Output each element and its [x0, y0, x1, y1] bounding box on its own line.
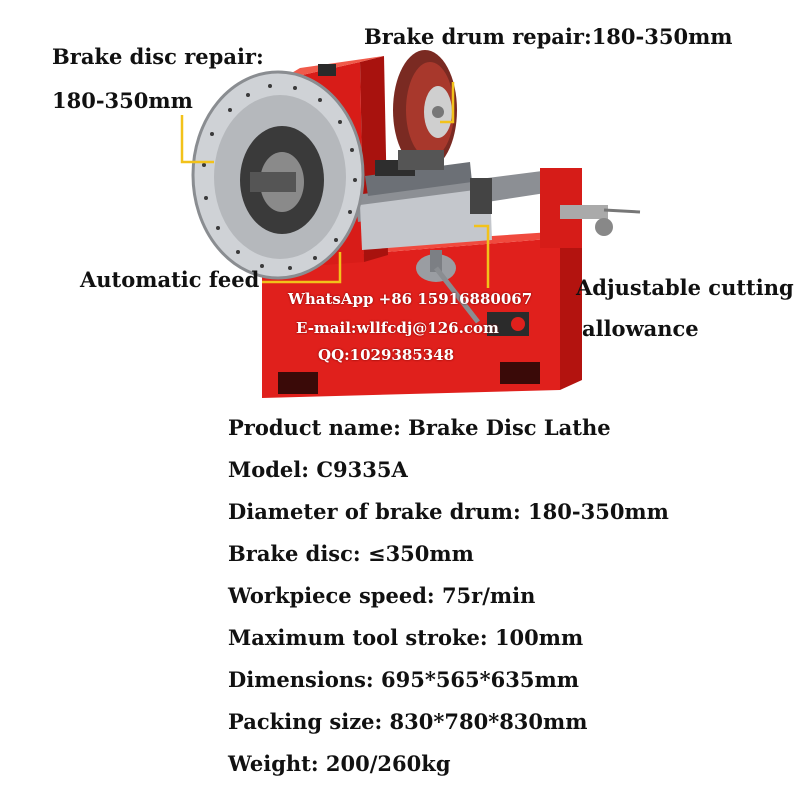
spec-packing-size: Packing size: 830*780*830mm: [228, 709, 588, 734]
brake-drum: [393, 50, 457, 170]
spec-weight: Weight: 200/260kg: [228, 751, 451, 776]
email-watermark: E-mail:wllfcdj@126.com: [296, 319, 499, 337]
drum-repair-label: Brake drum repair:180-350mm: [364, 24, 733, 49]
spec-list: [228, 414, 788, 792]
spec-drum-diameter: Diameter of brake drum: 180-350mm: [228, 499, 669, 524]
spec-tool-stroke: Maximum tool stroke: 100mm: [228, 625, 584, 650]
spec-dimensions: Dimensions: 695*565*635mm: [228, 667, 579, 692]
spec-workpiece-speed: Workpiece speed: 75r/min: [228, 583, 536, 608]
cutting-allowance-label: Adjustable cutting: [576, 275, 794, 300]
spec-brake-disc: Brake disc: ≤350mm: [228, 541, 474, 566]
cutting-allowance-label-2: allowance: [582, 316, 699, 341]
disc-repair-range: 180-350mm: [52, 88, 193, 113]
spec-model: Model: C9335A: [228, 457, 408, 482]
brake-disc: [193, 72, 363, 278]
disc-repair-label: Brake disc repair:: [52, 44, 264, 69]
whatsapp-watermark: WhatsApp +86 15916880067: [288, 290, 533, 308]
spec-product-name: Product name: Brake Disc Lathe: [228, 415, 611, 440]
qq-watermark: QQ:1029385348: [318, 346, 455, 364]
automatic-feed-label: Automatic feed: [80, 267, 260, 292]
